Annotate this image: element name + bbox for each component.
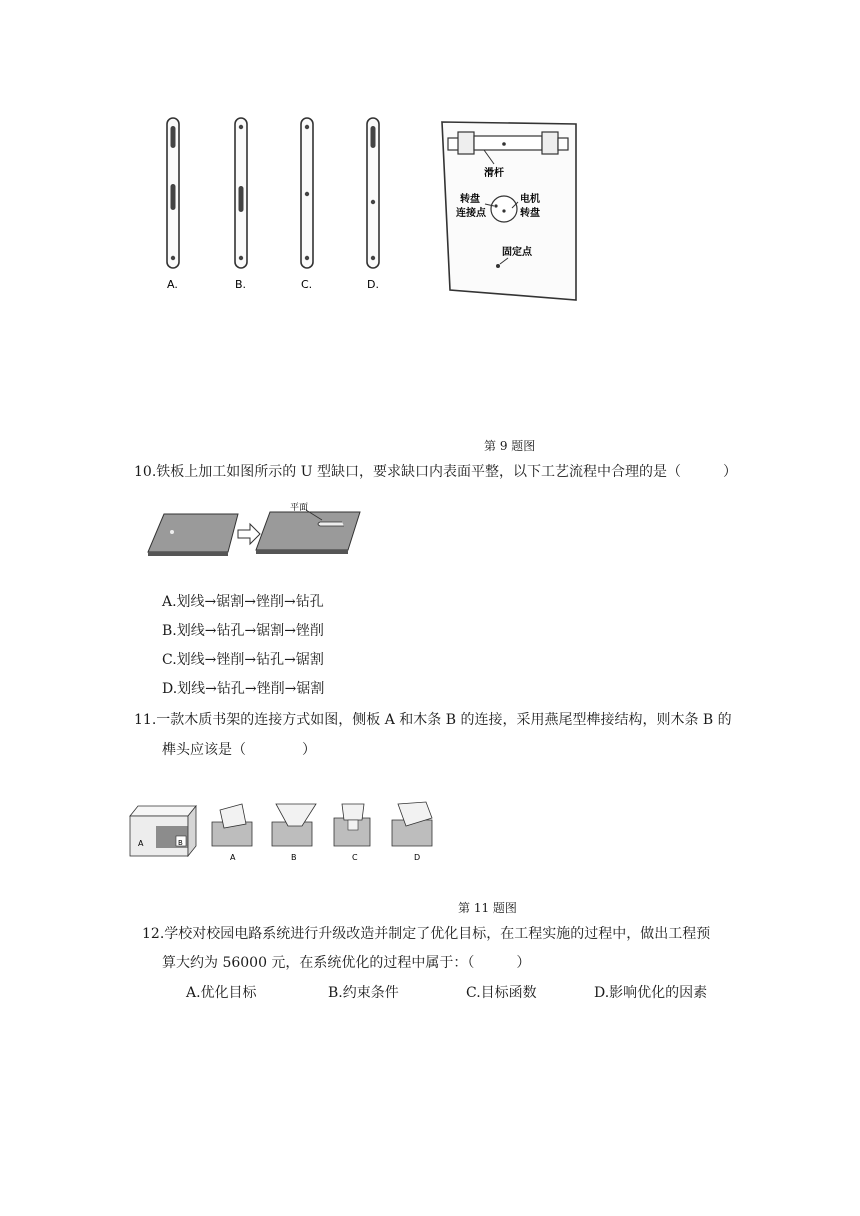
bar-label-b: B. (235, 278, 247, 291)
tenon-label-c: C (352, 853, 358, 862)
bar-b (235, 118, 247, 268)
bar-d (367, 118, 379, 268)
q9-bars-figure (155, 110, 395, 300)
bar-a (167, 118, 179, 268)
q12-stem-line1: 12.学校对校园电路系统进行升级改造并制定了优化目标，在工程实施的过程中，做出工程预 (142, 926, 711, 942)
turntable (491, 196, 517, 222)
q11-figure (126, 796, 448, 862)
q10-option-c[interactable]: C.划线→锉削→钻孔→锯割 (162, 652, 324, 668)
q12-option-c[interactable]: C.目标函数 (466, 985, 537, 1001)
tenon-option-c (334, 804, 370, 862)
q12-stem-line2: 算大约为 56000 元，在系统优化的过程中属于：（ ） (162, 955, 531, 971)
q9-caption: 第 9 题图 (484, 439, 536, 453)
label-fixed-point: 固定点 (502, 247, 532, 258)
label-turntable-point-1: 转盘 (460, 194, 480, 205)
q10-option-d[interactable]: D.划线→钻孔→锉削→锯割 (162, 681, 325, 697)
q11-stem-line2: 榫头应该是（ ） (162, 742, 316, 758)
bar-label-c: C. (301, 278, 313, 291)
tenon-label-a: A (230, 853, 236, 862)
q12-option-d[interactable]: D.影响优化的因素 (594, 985, 708, 1001)
label-turntable-point-2: 连接点 (456, 208, 486, 219)
label-motor-2: 转盘 (520, 208, 540, 219)
bar-label-d: D. (367, 278, 379, 291)
shelf-joint (130, 806, 196, 856)
bar-c (301, 118, 313, 268)
q10-figure (142, 500, 366, 562)
q10-stem: 10.铁板上加工如图所示的 U 型缺口，要求缺口内表面平整，以下工艺流程中合理的是（ ） (134, 464, 737, 480)
joint-label-a: A (138, 839, 144, 848)
tenon-option-b (272, 804, 316, 862)
tenon-label-b: B (291, 853, 297, 862)
tenon-option-a (212, 804, 252, 862)
bar-label-a: A. (167, 278, 178, 291)
q11-caption: 第 11 题图 (458, 901, 517, 915)
q10-option-b[interactable]: B.划线→钻孔→锯割→锉削 (162, 623, 324, 639)
label-motor-1: 电机 (520, 194, 540, 205)
q12-option-a[interactable]: A.优化目标 (186, 985, 257, 1001)
joint-label-b: B (178, 839, 183, 847)
q10-option-a[interactable]: A.划线→锯割→锉削→钻孔 (162, 594, 324, 610)
label-slider: 滑杆 (484, 168, 504, 179)
q12-option-b[interactable]: B.约束条件 (328, 985, 399, 1001)
q11-stem-line1: 11.一款木质书架的连接方式如图，侧板 A 和木条 B 的连接，采用燕尾型榫接结构，则木条 B 的 (134, 712, 732, 728)
tenon-label-d: D (414, 853, 421, 862)
q9-mechanism-panel (436, 118, 586, 304)
q10-figure-label: 平面 (290, 503, 309, 513)
tenon-option-d (392, 802, 432, 862)
